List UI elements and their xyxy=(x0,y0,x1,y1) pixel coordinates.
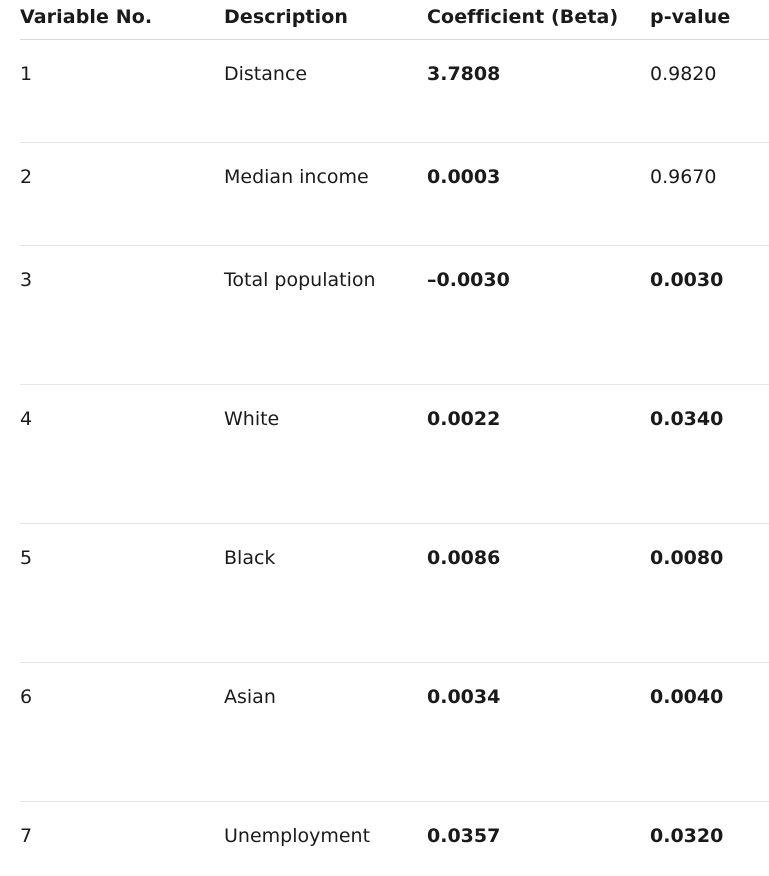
cell-description: Median income xyxy=(224,166,369,188)
table-row xyxy=(20,663,769,802)
cell-p-value: 0.0320 xyxy=(650,825,724,847)
table-row xyxy=(20,40,769,143)
cell-variable-no: 5 xyxy=(20,547,33,569)
header-coefficient: Coefficient (Beta) xyxy=(427,6,619,28)
table-row xyxy=(20,143,769,246)
cell-coefficient: 0.0022 xyxy=(427,408,501,430)
table-row xyxy=(20,385,769,524)
cell-variable-no: 7 xyxy=(20,825,33,847)
cell-description: White xyxy=(224,408,280,430)
header-description: Description xyxy=(224,6,348,28)
table-row xyxy=(20,802,769,876)
cell-coefficient: 0.0357 xyxy=(427,825,501,847)
cell-description: Asian xyxy=(224,686,276,708)
header-variable-no: Variable No. xyxy=(20,6,153,28)
cell-p-value: 0.0080 xyxy=(650,547,724,569)
cell-p-value: 0.0030 xyxy=(650,269,724,291)
table-row xyxy=(20,246,769,385)
cell-variable-no: 4 xyxy=(20,408,33,430)
cell-coefficient: 0.0086 xyxy=(427,547,501,569)
header-p-value: p-value xyxy=(650,6,731,28)
cell-coefficient: –0.0030 xyxy=(427,269,510,291)
cell-coefficient: 3.7808 xyxy=(427,63,501,85)
cell-coefficient: 0.0034 xyxy=(427,686,501,708)
cell-variable-no: 6 xyxy=(20,686,33,708)
cell-p-value: 0.0340 xyxy=(650,408,724,430)
cell-description: Total population xyxy=(224,269,376,291)
cell-description: Distance xyxy=(224,63,308,85)
cell-variable-no: 2 xyxy=(20,166,33,188)
table-header-row xyxy=(20,0,769,40)
cell-description: Black xyxy=(224,547,276,569)
cell-p-value: 0.9670 xyxy=(650,166,717,188)
table-row xyxy=(20,524,769,663)
cell-p-value: 0.9820 xyxy=(650,63,717,85)
cell-coefficient: 0.0003 xyxy=(427,166,501,188)
cell-p-value: 0.0040 xyxy=(650,686,724,708)
cell-description: Unemployment xyxy=(224,825,371,847)
cell-variable-no: 3 xyxy=(20,269,33,291)
regression-table xyxy=(20,0,769,876)
cell-variable-no: 1 xyxy=(20,63,33,85)
